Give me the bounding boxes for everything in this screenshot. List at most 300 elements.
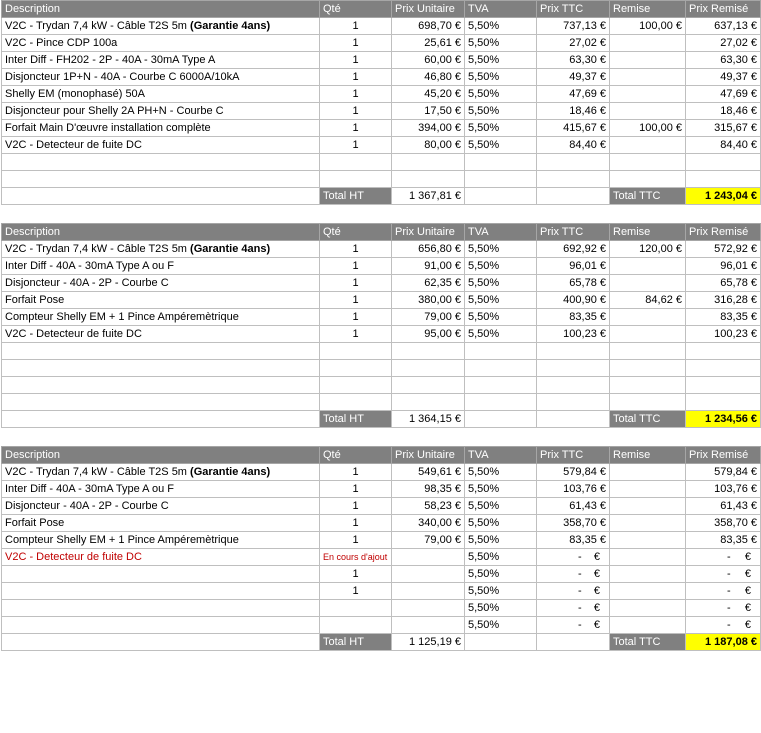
cell-qty[interactable]: 1 xyxy=(320,18,392,35)
cell-price-ttc[interactable]: 100,23 € xyxy=(537,326,610,343)
cell-qty[interactable]: 1 xyxy=(320,69,392,86)
cell-discounted-price[interactable]: 49,37 € xyxy=(686,69,761,86)
cell-description[interactable] xyxy=(2,617,320,634)
cell-discounted-price[interactable] xyxy=(686,600,761,617)
cell-tva[interactable]: 5,50% xyxy=(465,309,537,326)
header-discount[interactable]: Remise xyxy=(610,447,686,464)
cell-tva[interactable] xyxy=(465,343,537,360)
cell-unit-price[interactable]: 79,00 € xyxy=(392,532,465,549)
cell-qty[interactable]: 1 xyxy=(320,86,392,103)
header-discount[interactable]: Remise xyxy=(610,1,686,18)
table-row xyxy=(2,69,761,86)
cell-tva[interactable]: 5,50% xyxy=(465,600,537,617)
cell-discounted-price[interactable]: 315,67 € xyxy=(686,120,761,137)
header-tva[interactable]: TVA xyxy=(465,447,537,464)
quote-table-1 xyxy=(1,0,761,205)
warranty-text: (Garantie 4ans) xyxy=(190,243,271,255)
cell-unit-price[interactable]: 95,00 € xyxy=(392,326,465,343)
cell-discounted-price[interactable]: 358,70 € xyxy=(686,515,761,532)
table-row xyxy=(2,481,761,498)
cell-qty[interactable]: 1 xyxy=(320,326,392,343)
cell-discounted-price[interactable]: 572,92 € xyxy=(686,241,761,258)
cell-qty[interactable] xyxy=(320,377,392,394)
cell-tva[interactable]: 5,50% xyxy=(465,583,537,600)
cell-discount[interactable] xyxy=(610,394,686,411)
header-discounted-price[interactable]: Prix Remisé xyxy=(686,224,761,241)
cell-discount[interactable]: 120,00 € xyxy=(610,241,686,258)
pending-row xyxy=(2,549,761,566)
cell-unit-price[interactable] xyxy=(392,343,465,360)
dash-text: - xyxy=(727,568,731,580)
cell-description[interactable] xyxy=(2,498,320,515)
cell-unit-price[interactable]: 380,00 € xyxy=(392,292,465,309)
cell-discounted-price[interactable] xyxy=(686,394,761,411)
cell-description[interactable] xyxy=(2,188,320,205)
header-unit-price[interactable]: Prix Unitaire xyxy=(392,447,465,464)
cell-tva[interactable]: 5,50% xyxy=(465,532,537,549)
cell-qty[interactable] xyxy=(320,360,392,377)
cell-description[interactable] xyxy=(2,103,320,120)
cell-description[interactable] xyxy=(2,634,320,651)
cell-qty[interactable]: 1 xyxy=(320,583,392,600)
cell-price-ttc[interactable] xyxy=(537,377,610,394)
cell-discount[interactable] xyxy=(610,137,686,154)
header-tva[interactable]: TVA xyxy=(465,224,537,241)
cell-description[interactable] xyxy=(2,377,320,394)
cell-price-ttc[interactable]: 103,76 € xyxy=(537,481,610,498)
dash-text: - xyxy=(727,602,731,614)
total-ht-value[interactable]: 1 125,19 € xyxy=(392,634,465,651)
cell-tva[interactable]: 5,50% xyxy=(465,498,537,515)
header-qty[interactable]: Qté xyxy=(320,1,392,18)
cell-qty[interactable]: 1 xyxy=(320,137,392,154)
cell-qty[interactable]: 1 xyxy=(320,532,392,549)
description-text: V2C - Trydan 7,4 kW - Câble T2S 5m xyxy=(5,466,191,478)
cell-unit-price[interactable]: 62,35 € xyxy=(392,275,465,292)
cell-discount[interactable] xyxy=(610,377,686,394)
cell-discounted-price[interactable] xyxy=(686,154,761,171)
cell-tva[interactable]: 5,50% xyxy=(465,326,537,343)
cell-discounted-price[interactable] xyxy=(686,583,761,600)
cell-tva[interactable]: 5,50% xyxy=(465,515,537,532)
table-row xyxy=(2,600,761,617)
cell-price-ttc[interactable] xyxy=(537,600,610,617)
total-ttc-label[interactable]: Total TTC xyxy=(610,634,686,651)
cell-unit-price[interactable] xyxy=(392,600,465,617)
dash-text: - xyxy=(578,602,582,614)
cell-tva[interactable] xyxy=(465,411,537,428)
total-ht-label[interactable]: Total HT xyxy=(320,634,392,651)
cell-unit-price[interactable]: 549,61 € xyxy=(392,464,465,481)
cell-discounted-price[interactable]: 47,69 € xyxy=(686,86,761,103)
cell-price-ttc[interactable]: 737,13 € xyxy=(537,18,610,35)
description-text: Inter Diff - 40A - 30mA Type A ou F xyxy=(5,483,174,495)
total-ttc-value[interactable]: 1 243,04 € xyxy=(686,188,761,205)
cell-discounted-price[interactable]: 84,40 € xyxy=(686,137,761,154)
cell-tva[interactable]: 5,50% xyxy=(465,18,537,35)
description-text: V2C - Trydan 7,4 kW - Câble T2S 5m xyxy=(5,20,191,32)
cell-discounted-price[interactable]: 18,46 € xyxy=(686,103,761,120)
cell-price-ttc[interactable]: 61,43 € xyxy=(537,498,610,515)
cell-price-ttc[interactable] xyxy=(537,188,610,205)
cell-discounted-price[interactable]: 83,35 € xyxy=(686,532,761,549)
cell-discount[interactable] xyxy=(610,154,686,171)
cell-price-ttc[interactable]: 65,78 € xyxy=(537,275,610,292)
cell-qty[interactable]: 1 xyxy=(320,241,392,258)
header-discounted-price[interactable]: Prix Remisé xyxy=(686,447,761,464)
cell-price-ttc[interactable] xyxy=(537,583,610,600)
total-ttc-value[interactable]: 1 234,56 € xyxy=(686,411,761,428)
cell-discount[interactable] xyxy=(610,275,686,292)
cell-discount[interactable] xyxy=(610,103,686,120)
cell-discount[interactable]: 100,00 € xyxy=(610,18,686,35)
cell-discounted-price[interactable] xyxy=(686,360,761,377)
cell-qty[interactable]: 1 xyxy=(320,35,392,52)
cell-unit-price[interactable]: 698,70 € xyxy=(392,18,465,35)
header-description[interactable]: Description xyxy=(2,1,320,18)
cell-qty[interactable] xyxy=(320,394,392,411)
cell-description[interactable] xyxy=(2,120,320,137)
cell-price-ttc[interactable] xyxy=(537,343,610,360)
header-row xyxy=(2,224,761,241)
cell-price-ttc[interactable]: 47,69 € xyxy=(537,86,610,103)
cell-discount[interactable] xyxy=(610,549,686,566)
cell-discounted-price[interactable]: 63,30 € xyxy=(686,52,761,69)
cell-tva[interactable] xyxy=(465,360,537,377)
cell-unit-price[interactable] xyxy=(392,583,465,600)
status-in-progress[interactable]: En cours d'ajout xyxy=(320,549,392,566)
currency-symbol: € xyxy=(744,551,751,563)
cell-price-ttc[interactable] xyxy=(537,171,610,188)
cell-qty[interactable]: 1 xyxy=(320,275,392,292)
cell-price-ttc[interactable] xyxy=(537,566,610,583)
cell-qty[interactable]: 1 xyxy=(320,498,392,515)
cell-description[interactable] xyxy=(2,326,320,343)
cell-qty[interactable]: 1 xyxy=(320,52,392,69)
table-row xyxy=(2,258,761,275)
header-discounted-price[interactable]: Prix Remisé xyxy=(686,1,761,18)
cell-discount[interactable]: 84,62 € xyxy=(610,292,686,309)
cell-tva[interactable] xyxy=(465,188,537,205)
table-row xyxy=(2,566,761,583)
cell-qty[interactable] xyxy=(320,600,392,617)
cell-unit-price[interactable] xyxy=(392,171,465,188)
description-text: Disjoncteur - 40A - 2P - Courbe C xyxy=(5,277,169,289)
header-row xyxy=(2,1,761,18)
total-ttc-label[interactable]: Total TTC xyxy=(610,411,686,428)
cell-tva[interactable] xyxy=(465,394,537,411)
cell-description[interactable] xyxy=(2,154,320,171)
cell-unit-price[interactable]: 91,00 € xyxy=(392,258,465,275)
cell-discounted-price[interactable] xyxy=(686,566,761,583)
cell-qty[interactable]: 1 xyxy=(320,481,392,498)
cell-discount[interactable] xyxy=(610,600,686,617)
cell-unit-price[interactable] xyxy=(392,154,465,171)
description-text: V2C - Pince CDP 100a xyxy=(5,37,118,49)
cell-discounted-price[interactable]: 316,28 € xyxy=(686,292,761,309)
cell-unit-price[interactable]: 98,35 € xyxy=(392,481,465,498)
cell-price-ttc[interactable]: 96,01 € xyxy=(537,258,610,275)
cell-tva[interactable]: 5,50% xyxy=(465,35,537,52)
cell-description[interactable]: V2C - Detecteur de fuite DC xyxy=(2,549,320,566)
cell-description[interactable] xyxy=(2,464,320,481)
currency-symbol: € xyxy=(744,619,751,631)
cell-discount[interactable] xyxy=(610,69,686,86)
cell-description[interactable] xyxy=(2,258,320,275)
cell-unit-price[interactable]: 46,80 € xyxy=(392,69,465,86)
total-ttc-label[interactable]: Total TTC xyxy=(610,188,686,205)
cell-description[interactable] xyxy=(2,69,320,86)
cell-price-ttc[interactable] xyxy=(537,360,610,377)
empty-amount xyxy=(540,600,606,616)
empty-amount xyxy=(689,583,757,599)
cell-discount[interactable] xyxy=(610,35,686,52)
cell-price-ttc[interactable] xyxy=(537,154,610,171)
cell-discounted-price[interactable] xyxy=(686,171,761,188)
header-price-ttc[interactable]: Prix TTC xyxy=(537,224,610,241)
cell-qty[interactable]: 1 xyxy=(320,292,392,309)
cell-discounted-price[interactable]: 103,76 € xyxy=(686,481,761,498)
cell-description[interactable] xyxy=(2,171,320,188)
cell-tva[interactable]: 5,50% xyxy=(465,292,537,309)
cell-unit-price[interactable] xyxy=(392,360,465,377)
empty-row xyxy=(2,360,761,377)
description-text: Disjoncteur - 40A - 2P - Courbe C xyxy=(5,500,169,512)
cell-discount[interactable] xyxy=(610,515,686,532)
cell-discount[interactable] xyxy=(610,498,686,515)
empty-row xyxy=(2,343,761,360)
empty-amount xyxy=(689,600,757,616)
header-qty[interactable]: Qté xyxy=(320,447,392,464)
cell-description[interactable] xyxy=(2,35,320,52)
cell-discount[interactable] xyxy=(610,258,686,275)
cell-tva[interactable] xyxy=(465,634,537,651)
cell-tva[interactable]: 5,50% xyxy=(465,86,537,103)
dash-text: - xyxy=(727,585,731,597)
currency-symbol: € xyxy=(744,585,751,597)
cell-qty[interactable] xyxy=(320,617,392,634)
cell-discounted-price[interactable] xyxy=(686,617,761,634)
header-description[interactable]: Description xyxy=(2,447,320,464)
cell-unit-price[interactable]: 58,23 € xyxy=(392,498,465,515)
cell-unit-price[interactable]: 394,00 € xyxy=(392,120,465,137)
cell-description[interactable] xyxy=(2,515,320,532)
cell-description[interactable] xyxy=(2,52,320,69)
cell-qty[interactable]: 1 xyxy=(320,258,392,275)
cell-qty[interactable]: 1 xyxy=(320,103,392,120)
cell-qty[interactable]: 1 xyxy=(320,464,392,481)
cell-description[interactable] xyxy=(2,309,320,326)
cell-discounted-price[interactable]: 579,84 € xyxy=(686,464,761,481)
cell-price-ttc[interactable]: 83,35 € xyxy=(537,532,610,549)
total-ht-label[interactable]: Total HT xyxy=(320,411,392,428)
cell-tva[interactable]: 5,50% xyxy=(465,120,537,137)
cell-unit-price[interactable] xyxy=(392,549,465,566)
cell-discounted-price[interactable] xyxy=(686,549,761,566)
cell-discounted-price[interactable]: 27,02 € xyxy=(686,35,761,52)
cell-unit-price[interactable]: 79,00 € xyxy=(392,309,465,326)
table-row xyxy=(2,532,761,549)
cell-unit-price[interactable]: 25,61 € xyxy=(392,35,465,52)
cell-price-ttc[interactable]: 415,67 € xyxy=(537,120,610,137)
empty-amount xyxy=(689,617,757,633)
cell-discount[interactable] xyxy=(610,481,686,498)
cell-description[interactable] xyxy=(2,566,320,583)
cell-price-ttc[interactable] xyxy=(537,617,610,634)
cell-discount[interactable]: 100,00 € xyxy=(610,120,686,137)
cell-description[interactable] xyxy=(2,18,320,35)
cell-qty[interactable]: 1 xyxy=(320,120,392,137)
cell-unit-price[interactable]: 656,80 € xyxy=(392,241,465,258)
cell-discount[interactable] xyxy=(610,326,686,343)
table-row xyxy=(2,120,761,137)
cell-qty[interactable]: 1 xyxy=(320,515,392,532)
cell-discount[interactable] xyxy=(610,566,686,583)
total-row xyxy=(2,634,761,651)
cell-description[interactable] xyxy=(2,411,320,428)
description-text: V2C - Trydan 7,4 kW - Câble T2S 5m xyxy=(5,243,191,255)
cell-tva[interactable]: 5,50% xyxy=(465,566,537,583)
cell-price-ttc[interactable]: 400,90 € xyxy=(537,292,610,309)
cell-price-ttc[interactable]: 63,30 € xyxy=(537,52,610,69)
cell-price-ttc[interactable]: 358,70 € xyxy=(537,515,610,532)
cell-description[interactable] xyxy=(2,86,320,103)
total-ht-value[interactable]: 1 364,15 € xyxy=(392,411,465,428)
cell-tva[interactable]: 5,50% xyxy=(465,481,537,498)
cell-discount[interactable] xyxy=(610,583,686,600)
cell-qty[interactable] xyxy=(320,171,392,188)
empty-amount xyxy=(689,566,757,582)
cell-discounted-price[interactable] xyxy=(686,343,761,360)
cell-tva[interactable] xyxy=(465,377,537,394)
cell-price-ttc[interactable]: 49,37 € xyxy=(537,69,610,86)
cell-description[interactable] xyxy=(2,343,320,360)
cell-tva[interactable]: 5,50% xyxy=(465,52,537,69)
cell-discount[interactable] xyxy=(610,309,686,326)
header-price-ttc[interactable]: Prix TTC xyxy=(537,447,610,464)
cell-description[interactable] xyxy=(2,360,320,377)
cell-tva[interactable]: 5,50% xyxy=(465,275,537,292)
cell-discount[interactable] xyxy=(610,360,686,377)
header-price-ttc[interactable]: Prix TTC xyxy=(537,1,610,18)
cell-description[interactable] xyxy=(2,137,320,154)
cell-qty[interactable]: 1 xyxy=(320,566,392,583)
cell-unit-price[interactable] xyxy=(392,394,465,411)
cell-price-ttc[interactable] xyxy=(537,634,610,651)
cell-discount[interactable] xyxy=(610,86,686,103)
cell-discounted-price[interactable]: 61,43 € xyxy=(686,498,761,515)
cell-tva[interactable] xyxy=(465,171,537,188)
cell-price-ttc[interactable]: 18,46 € xyxy=(537,103,610,120)
cell-unit-price[interactable]: 80,00 € xyxy=(392,137,465,154)
cell-discounted-price[interactable]: 83,35 € xyxy=(686,309,761,326)
table-row xyxy=(2,18,761,35)
header-discount[interactable]: Remise xyxy=(610,224,686,241)
description-text: Forfait Pose xyxy=(5,517,65,529)
cell-price-ttc[interactable] xyxy=(537,549,610,566)
total-ht-value[interactable]: 1 367,81 € xyxy=(392,188,465,205)
cell-price-ttc[interactable]: 84,40 € xyxy=(537,137,610,154)
cell-discount[interactable] xyxy=(610,343,686,360)
cell-description[interactable] xyxy=(2,532,320,549)
currency-symbol: € xyxy=(593,568,600,580)
cell-tva[interactable]: 5,50% xyxy=(465,258,537,275)
cell-discount[interactable] xyxy=(610,532,686,549)
cell-discounted-price[interactable]: 96,01 € xyxy=(686,258,761,275)
cell-unit-price[interactable]: 340,00 € xyxy=(392,515,465,532)
cell-unit-price[interactable]: 17,50 € xyxy=(392,103,465,120)
cell-description[interactable] xyxy=(2,583,320,600)
cell-discount[interactable] xyxy=(610,52,686,69)
quote-table-3 xyxy=(1,446,761,651)
header-qty[interactable]: Qté xyxy=(320,224,392,241)
cell-qty[interactable]: 1 xyxy=(320,309,392,326)
cell-tva[interactable]: 5,50% xyxy=(465,241,537,258)
cell-price-ttc[interactable]: 579,84 € xyxy=(537,464,610,481)
cell-unit-price[interactable] xyxy=(392,566,465,583)
header-tva[interactable]: TVA xyxy=(465,1,537,18)
cell-discount[interactable] xyxy=(610,617,686,634)
cell-unit-price[interactable] xyxy=(392,377,465,394)
table-row xyxy=(2,275,761,292)
cell-discounted-price[interactable]: 65,78 € xyxy=(686,275,761,292)
cell-description[interactable] xyxy=(2,394,320,411)
cell-price-ttc[interactable]: 83,35 € xyxy=(537,309,610,326)
header-description[interactable]: Description xyxy=(2,224,320,241)
cell-tva[interactable]: 5,50% xyxy=(465,137,537,154)
cell-unit-price[interactable] xyxy=(392,617,465,634)
dash-text: - xyxy=(578,568,582,580)
currency-symbol: € xyxy=(744,568,751,580)
cell-tva[interactable]: 5,50% xyxy=(465,103,537,120)
cell-price-ttc[interactable]: 27,02 € xyxy=(537,35,610,52)
header-unit-price[interactable]: Prix Unitaire xyxy=(392,224,465,241)
total-ttc-value[interactable]: 1 187,08 € xyxy=(686,634,761,651)
cell-discounted-price[interactable]: 637,13 € xyxy=(686,18,761,35)
cell-price-ttc[interactable]: 692,92 € xyxy=(537,241,610,258)
cell-tva[interactable]: 5,50% xyxy=(465,549,537,566)
cell-price-ttc[interactable] xyxy=(537,411,610,428)
table-row xyxy=(2,617,761,634)
cell-unit-price[interactable]: 60,00 € xyxy=(392,52,465,69)
description-text: V2C - Detecteur de fuite DC xyxy=(5,139,142,151)
cell-discounted-price[interactable] xyxy=(686,377,761,394)
empty-row xyxy=(2,377,761,394)
table-row xyxy=(2,583,761,600)
cell-description[interactable] xyxy=(2,481,320,498)
cell-qty[interactable] xyxy=(320,154,392,171)
cell-description[interactable] xyxy=(2,241,320,258)
cell-discount[interactable] xyxy=(610,464,686,481)
cell-qty[interactable] xyxy=(320,343,392,360)
currency-symbol: € xyxy=(593,585,600,597)
total-ht-label[interactable]: Total HT xyxy=(320,188,392,205)
cell-description[interactable] xyxy=(2,275,320,292)
cell-description[interactable] xyxy=(2,600,320,617)
cell-price-ttc[interactable] xyxy=(537,394,610,411)
header-unit-price[interactable]: Prix Unitaire xyxy=(392,1,465,18)
cell-description[interactable] xyxy=(2,292,320,309)
cell-tva[interactable] xyxy=(465,154,537,171)
cell-discounted-price[interactable]: 100,23 € xyxy=(686,326,761,343)
cell-tva[interactable]: 5,50% xyxy=(465,69,537,86)
cell-tva[interactable]: 5,50% xyxy=(465,464,537,481)
quote-table-2 xyxy=(1,223,761,428)
empty-amount xyxy=(540,549,606,565)
cell-unit-price[interactable]: 45,20 € xyxy=(392,86,465,103)
cell-discount[interactable] xyxy=(610,171,686,188)
cell-tva[interactable]: 5,50% xyxy=(465,617,537,634)
